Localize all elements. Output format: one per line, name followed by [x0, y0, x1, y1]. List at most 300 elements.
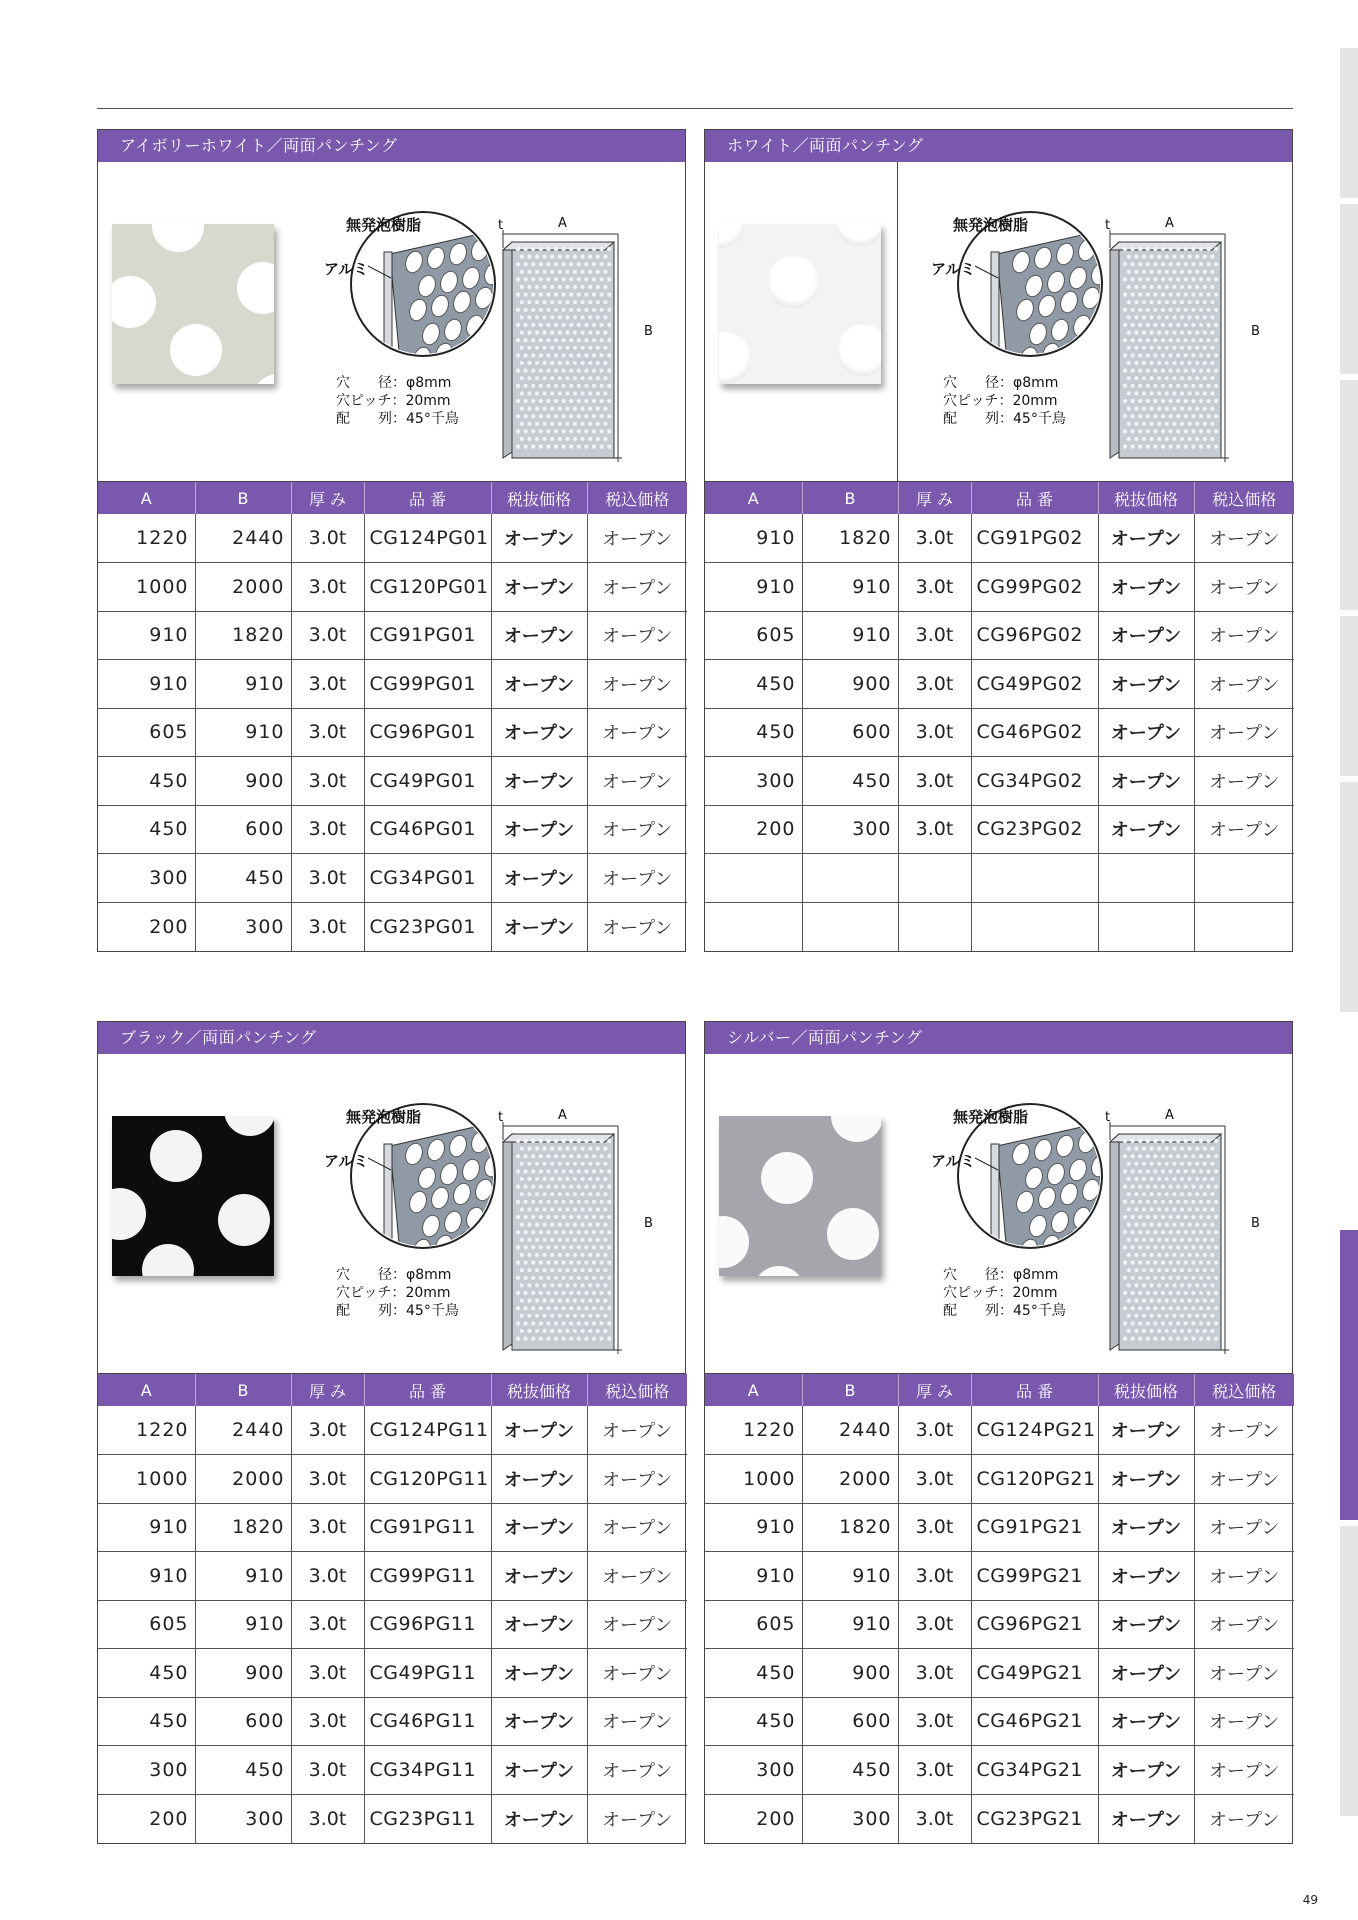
table-cell: オープン [491, 563, 587, 612]
table-cell: CG23PG01 [364, 902, 491, 951]
side-tab[interactable] [1340, 204, 1358, 374]
table-row [705, 854, 1294, 903]
table-cell: オープン [1194, 1794, 1294, 1843]
dim-b-label: B [1251, 324, 1260, 339]
table-cell: CG124PG11 [364, 1406, 491, 1455]
dim-a-label: A [558, 216, 567, 231]
hole-spec-line: 配 列：45°千鳥 [336, 1303, 459, 1319]
table-cell: オープン [1098, 1746, 1194, 1795]
table-cell: 300 [802, 805, 898, 854]
table-row [98, 1697, 687, 1746]
table-cell: 3.0t [898, 1649, 971, 1698]
table-cell: CG34PG01 [364, 854, 491, 903]
table-cell: オープン [1194, 611, 1294, 660]
section-title: シルバー／両面パンチング [705, 1022, 1292, 1054]
table-cell: 3.0t [898, 514, 971, 563]
table-row [705, 611, 1294, 660]
table-cell: 3.0t [898, 1455, 971, 1504]
table-cell: 910 [802, 1552, 898, 1601]
table-cell [898, 854, 971, 903]
table-row [98, 708, 687, 757]
table-cell: オープン [602, 1421, 673, 1442]
table-cell: オープン [1098, 660, 1194, 709]
table-cell: オープン [1194, 1503, 1294, 1552]
table-row [98, 1649, 687, 1698]
table-cell: 200 [705, 1794, 802, 1843]
table-cell: オープン [587, 1697, 687, 1746]
table-row [705, 1649, 1294, 1698]
foam-label: 無発泡樹脂 [346, 216, 422, 234]
column-header: 税込価格 [1194, 1374, 1294, 1406]
table-cell: オープン [1194, 1697, 1294, 1746]
table-cell: 3.0t [291, 1649, 364, 1698]
table-cell: 1000 [98, 563, 195, 612]
table-cell: 900 [802, 660, 898, 709]
column-header: B [195, 1374, 291, 1406]
table-cell: オープン [1194, 1746, 1294, 1795]
table-cell: CG91PG02 [971, 514, 1098, 563]
table-cell: オープン [1098, 805, 1194, 854]
table-cell: 450 [705, 708, 802, 757]
table-cell: 200 [98, 1794, 195, 1843]
table-cell: 910 [705, 514, 802, 563]
table-cell: 3.0t [291, 854, 364, 903]
table-cell: 910 [98, 1552, 195, 1601]
table-cell: オープン [587, 660, 687, 709]
dim-t-label: t [1105, 1110, 1111, 1125]
product-image-area [705, 1054, 1292, 1374]
table-cell: オープン [587, 902, 687, 951]
table-row [705, 1746, 1294, 1795]
table-cell: CG124PG21 [971, 1406, 1098, 1455]
table-cell: 1220 [98, 1406, 195, 1455]
table-cell: CG23PG11 [364, 1794, 491, 1843]
table-cell: 3.0t [898, 1600, 971, 1649]
table-cell: CG34PG21 [971, 1746, 1098, 1795]
table-cell: 3.0t [898, 1406, 971, 1455]
table-row [98, 611, 687, 660]
column-header: 厚 み [291, 1374, 364, 1406]
table-cell: オープン [1194, 757, 1294, 806]
alu-label: アルミ [931, 260, 976, 278]
table-cell: オープン [491, 902, 587, 951]
table-cell: オープン [1194, 660, 1294, 709]
table-cell: 900 [802, 1649, 898, 1698]
table-cell: CG46PG02 [971, 708, 1098, 757]
table-cell: 2000 [195, 563, 291, 612]
table-row [705, 1600, 1294, 1649]
column-header: 税抜価格 [491, 482, 587, 514]
table-cell: 3.0t [898, 1697, 971, 1746]
table-cell: CG99PG21 [971, 1552, 1098, 1601]
table-cell: 300 [195, 902, 291, 951]
section-title: ブラック／両面パンチング [98, 1022, 685, 1054]
table-cell: 910 [195, 1552, 291, 1601]
dim-t-label: t [1105, 218, 1111, 233]
table-cell: 300 [802, 1794, 898, 1843]
hole-spec-line: 穴 径：φ8mm [336, 375, 452, 391]
alu-label: アルミ [324, 1152, 369, 1170]
table-cell: 3.0t [898, 563, 971, 612]
table-cell: オープン [1194, 708, 1294, 757]
section-title: ホワイト／両面パンチング [705, 130, 1292, 162]
section-white [704, 129, 1293, 952]
table-cell: CG96PG21 [971, 1600, 1098, 1649]
column-header: 品 番 [971, 482, 1098, 514]
table-cell: CG120PG11 [364, 1455, 491, 1504]
table-row [705, 1697, 1294, 1746]
table-cell: 300 [98, 1746, 195, 1795]
table-cell: 3.0t [291, 563, 364, 612]
table-cell: 3.0t [291, 1406, 364, 1455]
table-cell: 605 [98, 708, 195, 757]
table-row [705, 1552, 1294, 1601]
table-cell: オープン [1098, 1600, 1194, 1649]
alu-label: アルミ [324, 260, 369, 278]
side-tab[interactable] [1340, 380, 1358, 610]
table-cell: 450 [195, 1746, 291, 1795]
table-cell: CG96PG01 [364, 708, 491, 757]
table-cell: オープン [1194, 1455, 1294, 1504]
table-cell: 1820 [195, 611, 291, 660]
table-cell: 910 [802, 611, 898, 660]
table-cell: 3.0t [291, 611, 364, 660]
section-black [97, 1021, 686, 1844]
table-cell: 2000 [195, 1455, 291, 1504]
table-cell: 3.0t [291, 514, 364, 563]
column-header: 厚 み [898, 1374, 971, 1406]
table-cell: 1820 [802, 514, 898, 563]
table-cell: CG49PG02 [971, 660, 1098, 709]
table-cell: 200 [98, 902, 195, 951]
table-cell [971, 902, 1098, 951]
side-tab[interactable] [1340, 616, 1358, 776]
table-cell: オープン [491, 708, 587, 757]
table-row [98, 1503, 687, 1552]
table-cell: 3.0t [898, 708, 971, 757]
table-cell: 900 [195, 1649, 291, 1698]
column-header: B [802, 1374, 898, 1406]
table-cell: オープン [587, 1794, 687, 1843]
table-cell: CG46PG01 [364, 805, 491, 854]
dim-b-label: B [644, 324, 653, 339]
table-cell: CG49PG01 [364, 757, 491, 806]
table-cell: 450 [705, 660, 802, 709]
cross-section-diagram [98, 1054, 685, 1374]
table-cell: 3.0t [291, 660, 364, 709]
table-cell: オープン [491, 1697, 587, 1746]
table-cell: オープン [491, 1406, 587, 1455]
table-cell: 3.0t [898, 660, 971, 709]
table-cell: 910 [195, 1600, 291, 1649]
table-cell: オープン [491, 854, 587, 903]
table-cell: 1820 [195, 1503, 291, 1552]
table-row [98, 854, 687, 903]
table-cell: 600 [195, 1697, 291, 1746]
table-cell: 3.0t [291, 805, 364, 854]
table-cell: 300 [195, 1794, 291, 1843]
table-cell: 450 [705, 1697, 802, 1746]
table-cell: オープン [1098, 757, 1194, 806]
table-cell: 2000 [802, 1455, 898, 1504]
column-header: 厚 み [291, 482, 364, 514]
table-row [98, 563, 687, 612]
table-cell: オープン [1098, 514, 1194, 563]
table-cell: オープン [1194, 1600, 1294, 1649]
column-header: B [802, 482, 898, 514]
diagram-art [98, 1054, 685, 1374]
column-header: 厚 み [898, 482, 971, 514]
foam-label: 無発泡樹脂 [346, 1108, 422, 1126]
table-cell [802, 902, 898, 951]
table-row [705, 1503, 1294, 1552]
hole-spec-line: 穴 径：φ8mm [943, 1267, 1059, 1283]
product-table [98, 482, 687, 951]
table-row [98, 660, 687, 709]
table-row [98, 1455, 687, 1504]
table-cell: オープン [587, 708, 687, 757]
table-cell: 600 [802, 708, 898, 757]
page-number: 49 [1302, 1893, 1318, 1907]
table-cell: オープン [1209, 529, 1280, 550]
table-cell: オープン [1194, 1649, 1294, 1698]
table-cell: オープン [1098, 1697, 1194, 1746]
table-row [98, 1406, 687, 1455]
side-tab[interactable] [1340, 48, 1358, 198]
column-header: 税込価格 [1194, 482, 1294, 514]
table-cell: 3.0t [898, 1794, 971, 1843]
table-cell: 300 [705, 1746, 802, 1795]
table-cell: 1000 [705, 1455, 802, 1504]
table-cell: CG34PG02 [971, 757, 1098, 806]
table-cell: CG23PG21 [971, 1794, 1098, 1843]
table-cell: 605 [705, 1600, 802, 1649]
table-cell [1098, 902, 1194, 951]
table-row [705, 805, 1294, 854]
table-cell: 200 [705, 805, 802, 854]
foam-label: 無発泡樹脂 [953, 216, 1029, 234]
table-cell: 3.0t [898, 1552, 971, 1601]
table-cell: 910 [195, 708, 291, 757]
table-cell: CG46PG11 [364, 1697, 491, 1746]
column-header: 税込価格 [587, 1374, 687, 1406]
table-cell: オープン [587, 805, 687, 854]
table-row [705, 514, 1294, 563]
side-tab[interactable] [1340, 782, 1358, 1012]
hole-spec-line: 配 列：45°千鳥 [336, 411, 459, 427]
table-cell: オープン [1194, 563, 1294, 612]
table-cell: CG34PG11 [364, 1746, 491, 1795]
table-cell: オープン [587, 611, 687, 660]
table-cell: 3.0t [291, 1697, 364, 1746]
table-cell: 910 [802, 563, 898, 612]
table-cell: 600 [195, 805, 291, 854]
diagram-art [705, 1054, 1292, 1374]
table-cell: 450 [195, 854, 291, 903]
table-cell: オープン [1098, 1649, 1194, 1698]
table-cell: 3.0t [291, 1552, 364, 1601]
table-cell: CG99PG02 [971, 563, 1098, 612]
table-cell: 3.0t [898, 757, 971, 806]
table-row [705, 660, 1294, 709]
hole-spec-line: 穴ピッチ：20mm [336, 393, 451, 409]
table-cell: オープン [491, 1649, 587, 1698]
table-cell: オープン [491, 1503, 587, 1552]
table-cell: オープン [1098, 708, 1194, 757]
section-silver [704, 1021, 1293, 1844]
hole-spec-line: 配 列：45°千鳥 [943, 411, 1066, 427]
hole-spec [336, 374, 459, 428]
table-row [705, 1794, 1294, 1843]
table-cell: CG49PG21 [971, 1649, 1098, 1698]
hole-spec-line: 穴 径：φ8mm [943, 375, 1059, 391]
table-cell: CG23PG02 [971, 805, 1098, 854]
table-cell: 1820 [802, 1503, 898, 1552]
table-cell [898, 902, 971, 951]
side-tab[interactable] [1340, 1526, 1358, 1816]
table-cell: 450 [802, 757, 898, 806]
column-header: A [705, 1374, 802, 1406]
table-cell: 450 [705, 1649, 802, 1698]
table-row [98, 1600, 687, 1649]
table-cell: 900 [195, 757, 291, 806]
table-cell: 3.0t [898, 805, 971, 854]
table-cell: 450 [98, 757, 195, 806]
table-cell: 3.0t [291, 757, 364, 806]
hole-spec-line: 穴ピッチ：20mm [943, 1285, 1058, 1301]
table-cell: 910 [705, 563, 802, 612]
table-row [98, 902, 687, 951]
table-cell: 3.0t [291, 1600, 364, 1649]
table-cell: 2440 [195, 514, 291, 563]
column-header: 品 番 [364, 1374, 491, 1406]
hole-spec [943, 1266, 1066, 1320]
table-cell: オープン [491, 1552, 587, 1601]
column-header: B [195, 482, 291, 514]
dim-a-label: A [558, 1108, 567, 1123]
table-cell: CG91PG21 [971, 1503, 1098, 1552]
table-cell: CG46PG21 [971, 1697, 1098, 1746]
table-cell: オープン [1098, 1794, 1194, 1843]
table-cell: 605 [705, 611, 802, 660]
table-cell: オープン [587, 1649, 687, 1698]
table-cell: オープン [1098, 611, 1194, 660]
table-cell: オープン [587, 757, 687, 806]
table-cell: 300 [705, 757, 802, 806]
table-cell: 3.0t [898, 611, 971, 660]
table-cell: CG91PG01 [364, 611, 491, 660]
table-cell [802, 854, 898, 903]
table-cell: オープン [1194, 1552, 1294, 1601]
table-cell: 300 [98, 854, 195, 903]
table-cell: CG120PG21 [971, 1455, 1098, 1504]
side-tab-active[interactable] [1340, 1230, 1358, 1520]
column-header: 税込価格 [587, 482, 687, 514]
table-row [705, 757, 1294, 806]
table-cell: 3.0t [291, 1503, 364, 1552]
table-cell: 450 [98, 1697, 195, 1746]
table-cell: 3.0t [898, 1503, 971, 1552]
table-cell: 600 [802, 1697, 898, 1746]
table-cell: 1220 [705, 1406, 802, 1455]
table-cell: 910 [802, 1600, 898, 1649]
table-cell: CG96PG02 [971, 611, 1098, 660]
table-cell: 3.0t [291, 902, 364, 951]
table-cell [705, 902, 802, 951]
product-image-area [705, 162, 1292, 482]
product-table [705, 482, 1294, 951]
hole-spec-line: 穴ピッチ：20mm [336, 1285, 451, 1301]
product-table [98, 1374, 687, 1843]
table-cell: 450 [98, 1649, 195, 1698]
column-header: A [98, 1374, 195, 1406]
top-rule [97, 108, 1293, 109]
diagram-art [705, 162, 1292, 482]
table-cell: CG120PG01 [364, 563, 491, 612]
table-cell: オープン [587, 563, 687, 612]
table-cell: 910 [98, 611, 195, 660]
table-cell: 910 [98, 660, 195, 709]
table-cell: オープン [491, 1455, 587, 1504]
table-cell: CG99PG01 [364, 660, 491, 709]
product-image-area [98, 162, 685, 482]
column-header: 税抜価格 [1098, 482, 1194, 514]
table-cell [1098, 854, 1194, 903]
table-cell: 450 [98, 805, 195, 854]
table-cell: CG99PG11 [364, 1552, 491, 1601]
hole-spec-line: 穴ピッチ：20mm [943, 393, 1058, 409]
hole-spec [943, 374, 1066, 428]
table-cell: 910 [98, 1503, 195, 1552]
foam-label: 無発泡樹脂 [953, 1108, 1029, 1126]
table-cell [1194, 902, 1294, 951]
cross-section-diagram [705, 162, 1292, 482]
table-cell: オープン [491, 611, 587, 660]
column-header: 税抜価格 [1098, 1374, 1194, 1406]
table-cell: オープン [602, 529, 673, 550]
table-cell: 910 [705, 1552, 802, 1601]
table-row [98, 1552, 687, 1601]
table-cell: CG49PG11 [364, 1649, 491, 1698]
table-cell: オープン [491, 1600, 587, 1649]
table-cell: オープン [587, 1503, 687, 1552]
cross-section-diagram [98, 162, 685, 482]
dim-b-label: B [644, 1216, 653, 1231]
hole-spec-line: 配 列：45°千鳥 [943, 1303, 1066, 1319]
table-cell: オープン [587, 854, 687, 903]
table-row [705, 902, 1294, 951]
table-cell: オープン [491, 660, 587, 709]
table-cell [971, 854, 1098, 903]
section-title: アイボリーホワイト／両面パンチング [98, 130, 685, 162]
dim-a-label: A [1165, 1108, 1174, 1123]
table-cell: CG96PG11 [364, 1600, 491, 1649]
column-header: 税抜価格 [491, 1374, 587, 1406]
table-row [705, 563, 1294, 612]
section-ivory-white [97, 129, 686, 952]
table-cell: CG124PG01 [364, 514, 491, 563]
table-cell [1194, 854, 1294, 903]
table-cell: オープン [1209, 1421, 1280, 1442]
table-cell: オープン [1098, 1552, 1194, 1601]
table-cell: オープン [1098, 1406, 1194, 1455]
table-cell: 3.0t [291, 708, 364, 757]
table-cell: オープン [1098, 1503, 1194, 1552]
table-cell: オープン [587, 1746, 687, 1795]
dim-t-label: t [498, 1110, 504, 1125]
table-cell: オープン [587, 1600, 687, 1649]
table-cell: オープン [491, 514, 587, 563]
